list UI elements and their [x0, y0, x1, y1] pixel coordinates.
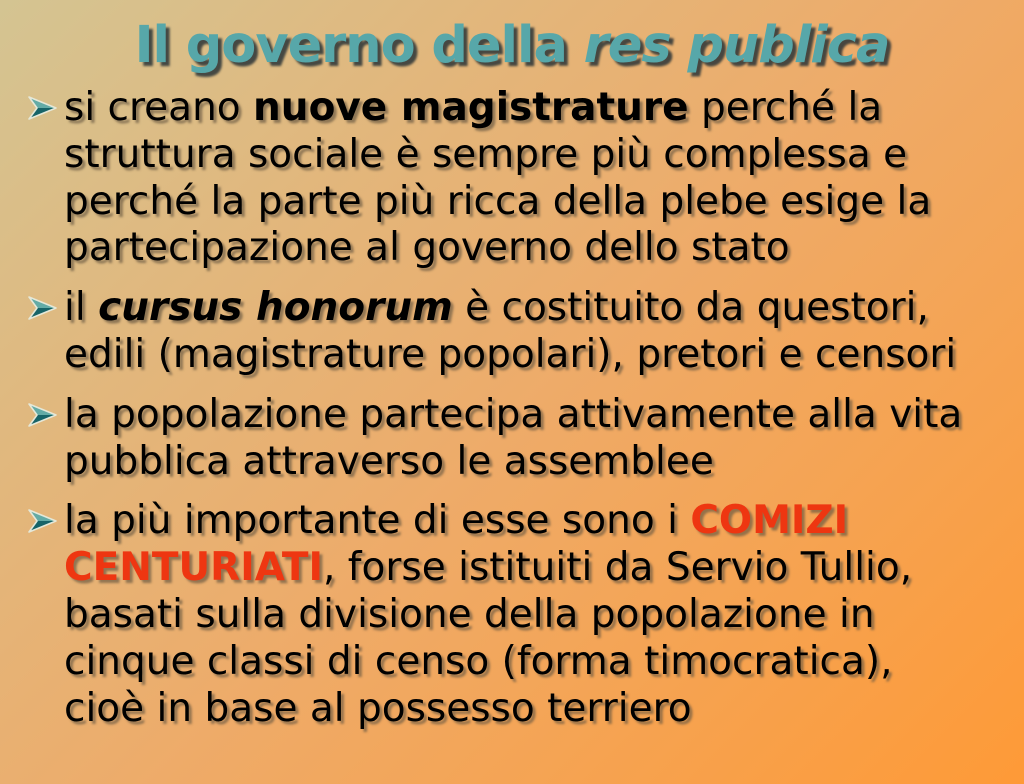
- arrowhead-right-icon: [26, 294, 60, 322]
- text-run: , forse istituiti da Servio Tullio, basati sulla divisione della popolazione in cinque classi di censo (forma timocratica), cioè in base al possesso terriero: [64, 545, 913, 731]
- text-run: la popolazione partecipa attivamente alla vita pubblica attraverso le assemblee: [64, 391, 963, 484]
- bullet-text: [64, 392, 972, 486]
- text-run: è costituito da questori, edili (magistrature popolari), pretori e censori: [64, 285, 957, 377]
- arrowhead-right-icon: [26, 94, 60, 122]
- bullet-text: [64, 85, 972, 272]
- slide: [0, 16, 1024, 784]
- text-run: Il governo della: [134, 16, 584, 75]
- text-run: nuove magistrature: [253, 85, 689, 130]
- bullet-text: [64, 498, 972, 732]
- slide-title: [10, 16, 1014, 75]
- arrowhead-right-icon: [26, 507, 60, 535]
- text-run: perché la struttura sociale è sempre più complessa e perché la parte più ricca della plebe esige la partecipazione al governo dello stato: [64, 85, 932, 271]
- text-run: si creano: [64, 85, 254, 130]
- text-run: res publica: [583, 16, 890, 75]
- arrowhead-right-icon: [26, 401, 60, 429]
- text-run: cursus honorum: [98, 285, 453, 331]
- bullet-item: [26, 85, 972, 272]
- bullet-item: [26, 498, 972, 732]
- bullet-text: [64, 285, 972, 379]
- text-run: COMIZI CENTURIATI: [64, 498, 849, 591]
- bullet-item: [26, 285, 972, 379]
- text-run: la più importante di esse sono i: [64, 498, 691, 544]
- bullet-item: [26, 392, 972, 486]
- text-run: il: [64, 285, 99, 331]
- bullet-list: [0, 85, 1024, 732]
